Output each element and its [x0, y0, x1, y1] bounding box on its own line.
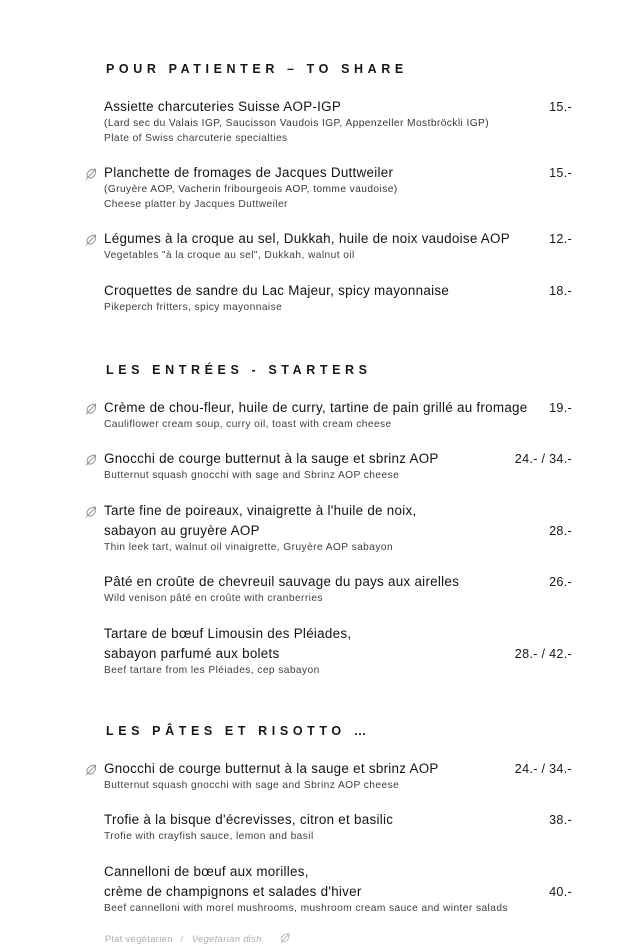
menu-item-title-line: Légumes à la croque au sel, Dukkah, huile de noix vaudoise AOP: [104, 231, 510, 247]
vegetarian-legend: [104, 932, 572, 944]
menu-item-title-line: Crème de chou-fleur, huile de curry, tartine de pain grillé au fromage: [104, 399, 528, 415]
menu-section-pour-patienter: [104, 62, 572, 316]
menu-section-les-pates-et-risotto: [104, 724, 572, 917]
menu-item-text: [104, 572, 500, 607]
menu-item: [104, 810, 572, 845]
menu-item-row: [104, 572, 572, 607]
menu-item-price: 19.-: [549, 400, 572, 415]
menu-item-row: [104, 449, 572, 484]
menu-item-title-line: Gnocchi de courge butternut à la sauge et sbrinz AOP: [104, 760, 439, 776]
menu-item-text: [104, 501, 500, 556]
menu-item-text: [104, 810, 500, 845]
legend-separator: /: [180, 932, 184, 944]
menu-item-price: 26.-: [549, 575, 572, 590]
menu-item-description: Trofie with crayfish sauce, lemon and basil: [104, 831, 314, 843]
menu-item-description: Thin leek tart, walnut oil vinaigrette, Gruyère AOP sabayon: [104, 541, 394, 553]
menu-item-text: [104, 759, 500, 794]
leaf-icon: [84, 505, 98, 519]
menu-item-title-line: Pâté en croûte de chevreuil sauvage du pays aux airelles: [104, 574, 460, 590]
menu-item-price: 12.-: [549, 232, 572, 247]
menu-item-row: [104, 624, 572, 679]
menu-item: [104, 572, 572, 607]
menu-item-row: [104, 281, 572, 316]
menu-item-price: 18.-: [549, 283, 572, 298]
menu-item: [104, 449, 572, 484]
menu-item: [104, 398, 572, 433]
menu-item-title-line: Tarte fine de poireaux, vinaigrette à l'huile de noix,: [104, 502, 417, 518]
menu-item-list: [104, 759, 572, 917]
menu-item-list: [104, 398, 572, 679]
menu-item: [104, 862, 572, 917]
menu-item-description: Pikeperch fritters, spicy mayonnaise: [104, 301, 283, 313]
menu-item-text: [104, 229, 510, 264]
menu-item: [104, 97, 572, 146]
menu-item-price: 38.-: [549, 813, 572, 828]
leaf-icon: [84, 233, 98, 247]
menu-item-price: 28.- / 42.-: [514, 646, 572, 661]
menu-item-description: Beef tartare from les Pléiades, cep sabayon: [104, 664, 320, 676]
menu-item-list: [104, 97, 572, 316]
menu-item: [104, 229, 572, 264]
menu-item-description: Butternut squash gnocchi with sage and Sbrinz AOP cheese: [104, 470, 400, 482]
section-header-pour-patienter: POUR PATIENTER – TO SHARE: [106, 62, 408, 76]
menu-item-title-line: crème de champignons et salades d'hiver: [104, 883, 362, 899]
menu-item-title-line: Assiette charcuteries Suisse AOP-IGP: [104, 99, 342, 114]
menu-item-description: Cheese platter by Jacques Duttweiler: [104, 198, 288, 210]
menu-item-text: [104, 449, 500, 484]
menu-item-title-line: Tartare de bœuf Limousin des Pléiades,: [104, 625, 352, 641]
menu-item-price: 24.- / 34.-: [514, 452, 572, 467]
menu-item-row: [104, 97, 572, 146]
menu-item-title-line: Trofie à la bisque d'écrevisses, citron et basilic: [104, 812, 394, 828]
leaf-icon: [84, 167, 98, 181]
menu-item-description: Cauliflower cream soup, curry oil, toast with cream cheese: [104, 418, 392, 430]
menu-item-row: [104, 759, 572, 794]
menu-item-title-line: sabayon parfumé aux bolets: [104, 645, 280, 661]
menu-item-text: [104, 624, 500, 679]
menu-item-title-line: Gnocchi de courge butternut à la sauge et sbrinz AOP: [104, 451, 439, 467]
menu-item-price: 28.-: [549, 523, 572, 538]
menu-item: [104, 163, 572, 212]
menu-item-description: Plate of Swiss charcuterie specialties: [104, 132, 288, 144]
legend-label-en: Vegetarian dish: [191, 932, 262, 944]
menu-item-price: 24.- / 34.-: [514, 761, 572, 776]
menu-item: [104, 501, 572, 556]
section-header-les-entrees: LES ENTRÉES - STARTERS: [106, 362, 372, 377]
menu-item-price: 40.-: [549, 884, 572, 899]
menu-item-text: [104, 398, 528, 433]
menu-item-title-line: sabayon au gruyère AOP: [104, 522, 260, 538]
menu-item-row: [104, 229, 572, 264]
menu-item-row: [104, 163, 572, 212]
leaf-icon: [84, 402, 98, 416]
menu-item-description: (Gruyère AOP, Vacherin fribourgeois AOP, tomme vaudoise): [104, 184, 398, 196]
menu-item-row: [104, 501, 572, 556]
menu-item-text: [104, 163, 500, 212]
menu-item-row: [104, 862, 572, 917]
menu-item-title-line: Cannelloni de bœuf aux morilles,: [104, 863, 309, 879]
menu-item-description: Butternut squash gnocchi with sage and Sbrinz AOP cheese: [104, 779, 400, 791]
menu-item-description: (Lard sec du Valais IGP, Saucisson Vaudois IGP, Appenzeller Mostbröckli IGP): [104, 118, 490, 129]
menu-item-title-line: Planchette de fromages de Jacques Duttweiler: [104, 165, 394, 181]
menu-item-price: 15.-: [549, 166, 572, 181]
menu-item: [104, 281, 572, 316]
leaf-icon: [279, 932, 291, 944]
menu-item-description: Wild venison pâté en croûte with cranberries: [104, 593, 323, 605]
menu-item-row: [104, 810, 572, 845]
menu-item-text: [104, 281, 500, 316]
section-header-les-pates-et-risotto: LES PÂTES ET RISOTTO …: [106, 723, 371, 738]
menu-item-description: Beef cannelloni with morel mushrooms, mushroom cream sauce and winter salads: [104, 902, 508, 914]
leaf-icon: [84, 453, 98, 467]
menu-item-text: [104, 862, 508, 917]
menu-item-row: [104, 398, 572, 433]
menu-item: [104, 624, 572, 679]
menu-item: [104, 759, 572, 794]
menu-item-text: [104, 97, 500, 146]
menu-sections: [104, 62, 572, 916]
menu-section-les-entrees: [104, 363, 572, 679]
legend-label-fr: Plat végétarien: [105, 932, 173, 944]
menu-item-description: Vegetables "à la croque au sel", Dukkah, walnut oil: [104, 250, 355, 262]
menu-item-title-line: Croquettes de sandre du Lac Majeur, spicy mayonnaise: [104, 282, 450, 298]
leaf-icon: [84, 763, 98, 777]
menu-item-price: 15.-: [549, 100, 572, 114]
